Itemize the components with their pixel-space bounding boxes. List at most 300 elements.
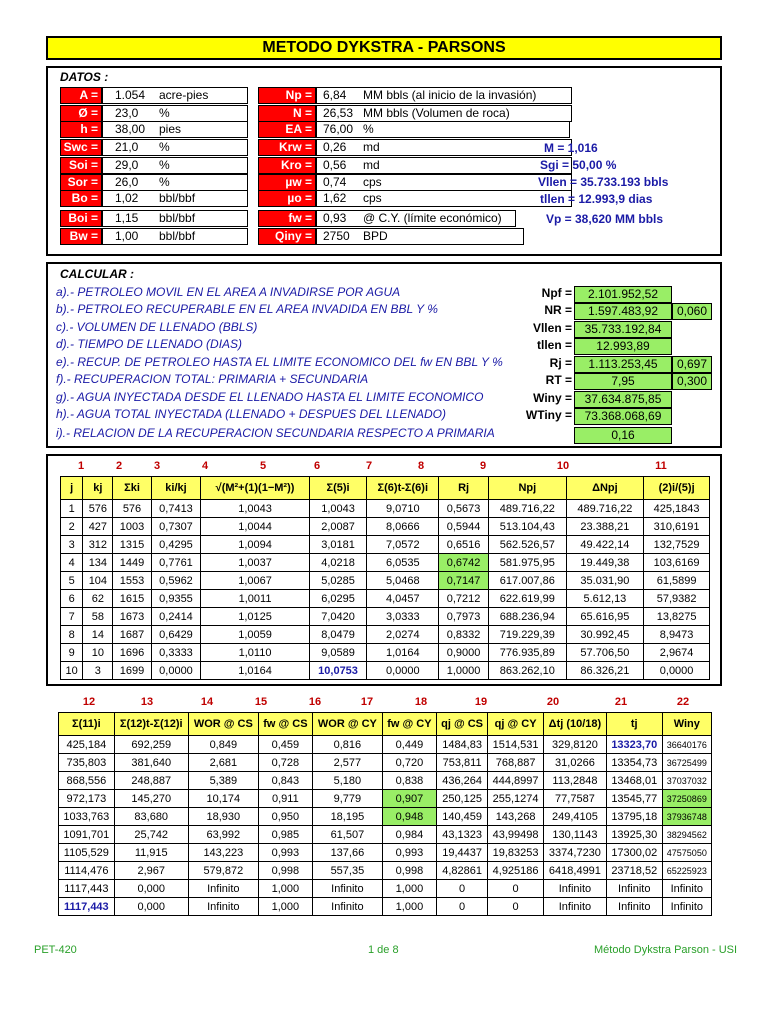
datos-value-box xyxy=(316,157,572,174)
table-cell: 0,0000 xyxy=(367,662,439,680)
table-cell: 58 xyxy=(83,608,113,626)
table-cell: Infinito xyxy=(606,898,662,916)
calc-item xyxy=(56,320,257,334)
table-cell: 130,1143 xyxy=(543,826,606,844)
datos-value: 21,0 xyxy=(115,140,139,154)
table-cell: 0,7147 xyxy=(439,572,489,590)
table-cell: 329,8120 xyxy=(543,736,606,754)
table-cell: 863.262,10 xyxy=(489,662,567,680)
datos-value-box xyxy=(102,174,248,191)
column-header: ΔNpj xyxy=(566,477,644,500)
table-cell: 19.449,38 xyxy=(566,554,644,572)
table-cell: 5.612,13 xyxy=(566,590,644,608)
table-cell: 0,950 xyxy=(258,808,312,826)
table-cell: 489.716,22 xyxy=(566,500,644,518)
datos-value-box xyxy=(102,121,248,138)
table-cell: 0,7973 xyxy=(439,608,489,626)
table-cell: 1315 xyxy=(113,536,151,554)
datos-heading: DATOS : xyxy=(60,70,109,84)
table-cell: 617.007,86 xyxy=(489,572,567,590)
table-cell: 0,5673 xyxy=(439,500,489,518)
table-cell: 13468,01 xyxy=(606,772,662,790)
table-row xyxy=(59,754,712,772)
table-cell: 9,0710 xyxy=(367,500,439,518)
calc-text: VOLUMEN DE LLENADO (BBLS) xyxy=(76,320,258,334)
table-cell: 1,0043 xyxy=(201,500,309,518)
table-cell: 4,925186 xyxy=(488,862,544,880)
table-cell: 381,640 xyxy=(114,754,188,772)
datos-label: Soi = xyxy=(60,157,102,174)
datos-label: Np = xyxy=(258,87,316,104)
table-cell: 18,930 xyxy=(188,808,258,826)
table-cell: 768,887 xyxy=(488,754,544,772)
calc-result-label: Vllen = xyxy=(532,321,572,335)
calc-result-value: 35.733.192,84 xyxy=(574,321,672,338)
datos-value-box xyxy=(102,105,248,122)
table-row xyxy=(61,590,710,608)
table-cell: 38294562 xyxy=(662,826,711,844)
table-cell: 25,742 xyxy=(114,826,188,844)
datos-unit: pies xyxy=(159,122,182,136)
datos-unit: % xyxy=(363,122,374,136)
footer-right: Método Dykstra Parson - USI xyxy=(594,944,738,956)
table-cell: 8,0666 xyxy=(367,518,439,536)
table-cell: 0,4295 xyxy=(151,536,201,554)
table-cell: 57,9382 xyxy=(644,590,710,608)
table-cell: 8,9473 xyxy=(644,626,710,644)
calc-result-percent: 0,060 xyxy=(672,303,712,320)
column-header: WOR @ CS xyxy=(188,713,258,736)
column-header: j xyxy=(61,477,83,500)
table-cell: 37250869 xyxy=(662,790,711,808)
table-cell: 49.422,14 xyxy=(566,536,644,554)
table-cell: 36725499 xyxy=(662,754,711,772)
table-row xyxy=(59,772,712,790)
column-number: 11 xyxy=(655,460,667,472)
table-cell: 0,7761 xyxy=(151,554,201,572)
datos-value: 1,02 xyxy=(115,191,139,205)
column-header: Δtj (10/18) xyxy=(543,713,606,736)
column-number: 5 xyxy=(259,460,267,472)
table-cell: 0,907 xyxy=(382,790,436,808)
table-cell: 1,0094 xyxy=(201,536,309,554)
calc-result-label: Winy = xyxy=(533,391,572,405)
calc-result-value: 7,95 xyxy=(574,373,672,390)
column-number: 1 xyxy=(77,460,85,472)
table-row xyxy=(61,626,710,644)
table-cell: 0 xyxy=(436,880,487,898)
column-header: √(M²+(1)(1−M²)) xyxy=(201,477,309,500)
datos-value: 23,0 xyxy=(115,106,139,120)
column-header: Σ(5)i xyxy=(309,477,367,500)
table-cell: 1 xyxy=(61,500,83,518)
datos-unit: % xyxy=(159,140,170,154)
table-cell: 581.975,95 xyxy=(489,554,567,572)
table-cell: 0,728 xyxy=(258,754,312,772)
table-cell: 2,967 xyxy=(114,862,188,880)
table-row xyxy=(59,880,712,898)
table-cell: 1615 xyxy=(113,590,151,608)
table-cell: 249,4105 xyxy=(543,808,606,826)
table-cell: 57.706,50 xyxy=(566,644,644,662)
table-row xyxy=(59,736,712,754)
table-cell: 0,449 xyxy=(382,736,436,754)
table-row xyxy=(61,500,710,518)
table-cell: 31,0266 xyxy=(543,754,606,772)
table-cell: Infinito xyxy=(662,880,711,898)
table-row xyxy=(61,518,710,536)
table-cell: 972,173 xyxy=(59,790,115,808)
datos-value: 0,26 xyxy=(323,140,347,154)
datos-value: 6,84 xyxy=(323,88,347,102)
table-cell: 427 xyxy=(83,518,113,536)
table-cell: 6 xyxy=(61,590,83,608)
datos-label: Bw = xyxy=(60,228,102,245)
column-header: Winy xyxy=(662,713,711,736)
column-number: 20 xyxy=(546,696,560,708)
table-cell: 0,000 xyxy=(114,898,188,916)
calc-text: AGUA INYECTADA DESDE EL LLENADO HASTA EL LIMITE ECONOMICO xyxy=(76,390,484,404)
table-cell: 0,6742 xyxy=(439,554,489,572)
table-cell: 1117,443 xyxy=(59,898,115,916)
calc-letter: e).- xyxy=(56,355,74,369)
column-number: 12 xyxy=(82,696,96,708)
table-cell: 3 xyxy=(61,536,83,554)
table-cell: 2,0087 xyxy=(309,518,367,536)
table-cell: 23718,52 xyxy=(606,862,662,880)
calc-item xyxy=(56,355,503,369)
table-cell: 36640176 xyxy=(662,736,711,754)
table-row xyxy=(61,608,710,626)
column-header: Σ(11)i xyxy=(59,713,115,736)
datos-label: Sor = xyxy=(60,174,102,191)
table-cell: 4 xyxy=(61,554,83,572)
table-cell: 18,195 xyxy=(312,808,382,826)
table-cell: 19,4437 xyxy=(436,844,487,862)
calc-item xyxy=(56,372,368,386)
table-cell: 43,99498 xyxy=(488,826,544,844)
table-cell: 10 xyxy=(83,644,113,662)
table-cell: 0,6516 xyxy=(439,536,489,554)
datos-label: Kro = xyxy=(258,157,316,174)
datos-value-box xyxy=(102,228,248,245)
table-cell: 9 xyxy=(61,644,83,662)
table-cell: 0,993 xyxy=(258,844,312,862)
calc-result-percent: 0,300 xyxy=(672,373,712,390)
table-cell: 0,9000 xyxy=(439,644,489,662)
column-header: Σ(12)t-Σ(12)i xyxy=(114,713,188,736)
datos-value-box xyxy=(102,87,248,104)
datos-unit: acre-pies xyxy=(159,88,209,102)
datos-value-box xyxy=(102,210,248,227)
datos-result: Vp = 38,620 MM bbls xyxy=(546,212,664,226)
column-number: 19 xyxy=(474,696,488,708)
table-cell: 255,1274 xyxy=(488,790,544,808)
column-number: 18 xyxy=(414,696,428,708)
datos-label: fw = xyxy=(258,210,316,227)
table-cell: 1699 xyxy=(113,662,151,680)
table-cell: 0,0000 xyxy=(644,662,710,680)
table-cell: 0,0000 xyxy=(151,662,201,680)
calc-letter: d).- xyxy=(56,337,74,351)
table-cell: 3 xyxy=(83,662,113,680)
column-number: 22 xyxy=(676,696,690,708)
table-cell: 0,838 xyxy=(382,772,436,790)
table-cell: 13323,70 xyxy=(606,736,662,754)
table-cell: 47575050 xyxy=(662,844,711,862)
table-cell: 0,993 xyxy=(382,844,436,862)
table-cell: 248,887 xyxy=(114,772,188,790)
table-cell: 3,0333 xyxy=(367,608,439,626)
column-number: 7 xyxy=(365,460,373,472)
table-cell: Infinito xyxy=(606,880,662,898)
table-cell: Infinito xyxy=(188,898,258,916)
table-cell: 0,911 xyxy=(258,790,312,808)
table-cell: 692,259 xyxy=(114,736,188,754)
datos-label: N = xyxy=(258,105,316,122)
table-cell: 132,7529 xyxy=(644,536,710,554)
calc-result-value: 0,16 xyxy=(574,427,672,444)
table-cell: 86.326,21 xyxy=(566,662,644,680)
table-cell: 6,0535 xyxy=(367,554,439,572)
datos-unit: bbl/bbf xyxy=(159,191,196,205)
table-row xyxy=(59,826,712,844)
datos-label: Boi = xyxy=(60,210,102,227)
datos-result: Sgi = 50,00 % xyxy=(540,158,617,172)
footer-center: 1 de 8 xyxy=(368,944,399,956)
column-number: 21 xyxy=(614,696,628,708)
table2 xyxy=(58,712,712,916)
table-cell: 143,223 xyxy=(188,844,258,862)
calc-result-value: 1.597.483,92 xyxy=(574,303,672,320)
calc-result-label: tllen = xyxy=(536,338,572,352)
column-header: WOR @ CY xyxy=(312,713,382,736)
calc-result-label: WTiny = xyxy=(525,408,572,422)
table-cell: 8,0479 xyxy=(309,626,367,644)
table-cell: 1,0043 xyxy=(309,500,367,518)
table-cell: 8 xyxy=(61,626,83,644)
table-cell: 13795,18 xyxy=(606,808,662,826)
table-cell: 2,577 xyxy=(312,754,382,772)
datos-unit: MM bbls (Volumen de roca) xyxy=(363,106,510,120)
table-cell: 868,556 xyxy=(59,772,115,790)
table-row xyxy=(61,554,710,572)
datos-value: 26,53 xyxy=(323,106,354,120)
datos-value-box xyxy=(102,157,248,174)
table-row xyxy=(59,898,712,916)
datos-unit: % xyxy=(159,175,170,189)
table-cell: 0,984 xyxy=(382,826,436,844)
table-cell: 1033,763 xyxy=(59,808,115,826)
calc-text: AGUA TOTAL INYECTADA (LLENADO + DESPUES DEL LLENADO) xyxy=(76,407,447,421)
table-cell: 0,816 xyxy=(312,736,382,754)
datos-value: 29,0 xyxy=(115,158,139,172)
table-cell: 0 xyxy=(488,898,544,916)
datos-value: 0,56 xyxy=(323,158,347,172)
table-cell: 310,6191 xyxy=(644,518,710,536)
table-cell: 1484,83 xyxy=(436,736,487,754)
table-cell: 62 xyxy=(83,590,113,608)
calc-letter: b).- xyxy=(56,302,74,316)
column-header: ki/kj xyxy=(151,477,201,500)
table-cell: 0,3333 xyxy=(151,644,201,662)
table-cell: 2,0274 xyxy=(367,626,439,644)
datos-label: Ø = xyxy=(60,105,102,122)
table-cell: 103,6169 xyxy=(644,554,710,572)
table-cell: 0,7212 xyxy=(439,590,489,608)
calc-item xyxy=(56,407,446,421)
table-cell: 30.992,45 xyxy=(566,626,644,644)
column-header: Rj xyxy=(439,477,489,500)
datos-value: 0,93 xyxy=(323,211,347,225)
datos-value-box xyxy=(316,105,572,122)
calc-result-label: NR = xyxy=(544,303,572,317)
datos-value: 0,74 xyxy=(323,175,347,189)
datos-value: 1,00 xyxy=(115,229,139,243)
datos-value-box xyxy=(316,139,572,156)
table-cell: 0,998 xyxy=(258,862,312,880)
table-cell: 63,992 xyxy=(188,826,258,844)
table-row xyxy=(59,862,712,880)
column-number: 16 xyxy=(308,696,322,708)
datos-value: 1,62 xyxy=(323,191,347,205)
datos-value-box xyxy=(316,87,572,104)
calc-result-value: 2.101.952,52 xyxy=(574,286,672,303)
table-cell: 5,0468 xyxy=(367,572,439,590)
calc-letter: a).- xyxy=(56,285,74,299)
calc-result-percent: 0,697 xyxy=(672,356,712,373)
table-cell: 0,8332 xyxy=(439,626,489,644)
table-cell: 0,000 xyxy=(114,880,188,898)
table-cell: 83,680 xyxy=(114,808,188,826)
table-cell: 1,0059 xyxy=(201,626,309,644)
table-row xyxy=(59,844,712,862)
table-cell: 562.526,57 xyxy=(489,536,567,554)
column-header: Σki xyxy=(113,477,151,500)
table-cell: 1,000 xyxy=(258,880,312,898)
table-cell: 753,811 xyxy=(436,754,487,772)
table-cell: 557,35 xyxy=(312,862,382,880)
table-cell: 576 xyxy=(113,500,151,518)
table-cell: 35.031,90 xyxy=(566,572,644,590)
table-cell: 1,000 xyxy=(382,880,436,898)
calc-text: RECUP. DE PETROLEO HASTA EL LIMITE ECONOMICO DEL fw EN BBL Y % xyxy=(77,355,503,369)
table-cell: 1,0164 xyxy=(367,644,439,662)
table-cell: 622.619,99 xyxy=(489,590,567,608)
table-cell: 10,174 xyxy=(188,790,258,808)
table-cell: 1003 xyxy=(113,518,151,536)
table-cell: 61,507 xyxy=(312,826,382,844)
table-cell: 145,270 xyxy=(114,790,188,808)
calc-item xyxy=(56,285,400,299)
table-cell: 13354,73 xyxy=(606,754,662,772)
table-cell: 0,459 xyxy=(258,736,312,754)
table-cell: 719.229,39 xyxy=(489,626,567,644)
datos-unit: MM bbls (al inicio de la invasión) xyxy=(363,88,537,102)
column-header: Σ(6)t-Σ(6)i xyxy=(367,477,439,500)
table-cell: 1,0011 xyxy=(201,590,309,608)
table-cell: 7,0420 xyxy=(309,608,367,626)
column-number: 2 xyxy=(115,460,123,472)
datos-label: Swc = xyxy=(60,139,102,156)
table-cell: 1,000 xyxy=(258,898,312,916)
table-cell: 65.616,95 xyxy=(566,608,644,626)
calc-item xyxy=(56,426,495,440)
table-cell: 9,779 xyxy=(312,790,382,808)
table-cell: 0,985 xyxy=(258,826,312,844)
column-number: 6 xyxy=(313,460,321,472)
calc-letter: c).- xyxy=(56,320,74,334)
table-cell: 2,9674 xyxy=(644,644,710,662)
table-cell: 1,0164 xyxy=(201,662,309,680)
table-row xyxy=(59,808,712,826)
datos-unit: % xyxy=(159,158,170,172)
datos-value: 2750 xyxy=(323,229,350,243)
table-row xyxy=(61,572,710,590)
table-cell: 19,83253 xyxy=(488,844,544,862)
table-cell: 134 xyxy=(83,554,113,572)
datos-unit: md xyxy=(363,158,380,172)
calc-text: RECUPERACION TOTAL: PRIMARIA + SECUNDARIA xyxy=(74,372,369,386)
table-cell: 0,720 xyxy=(382,754,436,772)
table-cell: 1,0067 xyxy=(201,572,309,590)
datos-value-box xyxy=(316,210,516,227)
table-cell: Infinito xyxy=(543,898,606,916)
calc-letter: f).- xyxy=(56,372,71,386)
calc-text: PETROLEO RECUPERABLE EN EL AREA INVADIDA EN BBL Y % xyxy=(77,302,438,316)
datos-value: 1.054 xyxy=(115,88,146,102)
table-cell: 1,0037 xyxy=(201,554,309,572)
table-cell: 1117,443 xyxy=(59,880,115,898)
column-header: fw @ CY xyxy=(382,713,436,736)
table-cell: 425,1843 xyxy=(644,500,710,518)
table-cell: 104 xyxy=(83,572,113,590)
table-cell: 0 xyxy=(436,898,487,916)
table-cell: 37936748 xyxy=(662,808,711,826)
table-cell: 3,0181 xyxy=(309,536,367,554)
calc-result-value: 37.634.875,85 xyxy=(574,391,672,408)
calc-result-value: 73.368.068,69 xyxy=(574,408,672,425)
table-cell: 0 xyxy=(488,880,544,898)
table-row xyxy=(61,536,710,554)
datos-unit: BPD xyxy=(363,229,388,243)
table-cell: 0,6429 xyxy=(151,626,201,644)
page-title: METODO DYKSTRA - PARSONS xyxy=(46,36,722,60)
table-cell: 61,5899 xyxy=(644,572,710,590)
table-cell: 7 xyxy=(61,608,83,626)
datos-value-box xyxy=(316,121,570,138)
table-cell: 1696 xyxy=(113,644,151,662)
calc-result-value: 1.113.253,45 xyxy=(574,356,672,373)
datos-label: A = xyxy=(60,87,102,104)
datos-value-box xyxy=(316,228,524,245)
datos-unit: bbl/bbf xyxy=(159,211,196,225)
table-cell: Infinito xyxy=(188,880,258,898)
table-cell: 1,0044 xyxy=(201,518,309,536)
table-cell: 77,7587 xyxy=(543,790,606,808)
table-cell: 688.236,94 xyxy=(489,608,567,626)
table-cell: 1,0000 xyxy=(439,662,489,680)
datos-value: 1,15 xyxy=(115,211,139,225)
table-cell: 0,849 xyxy=(188,736,258,754)
calc-item xyxy=(56,337,242,351)
calc-item xyxy=(56,390,483,404)
column-header: Npj xyxy=(489,477,567,500)
column-number: 3 xyxy=(153,460,161,472)
calc-result-label: Npf = xyxy=(541,286,572,300)
column-header: tj xyxy=(606,713,662,736)
calc-item xyxy=(56,302,438,316)
